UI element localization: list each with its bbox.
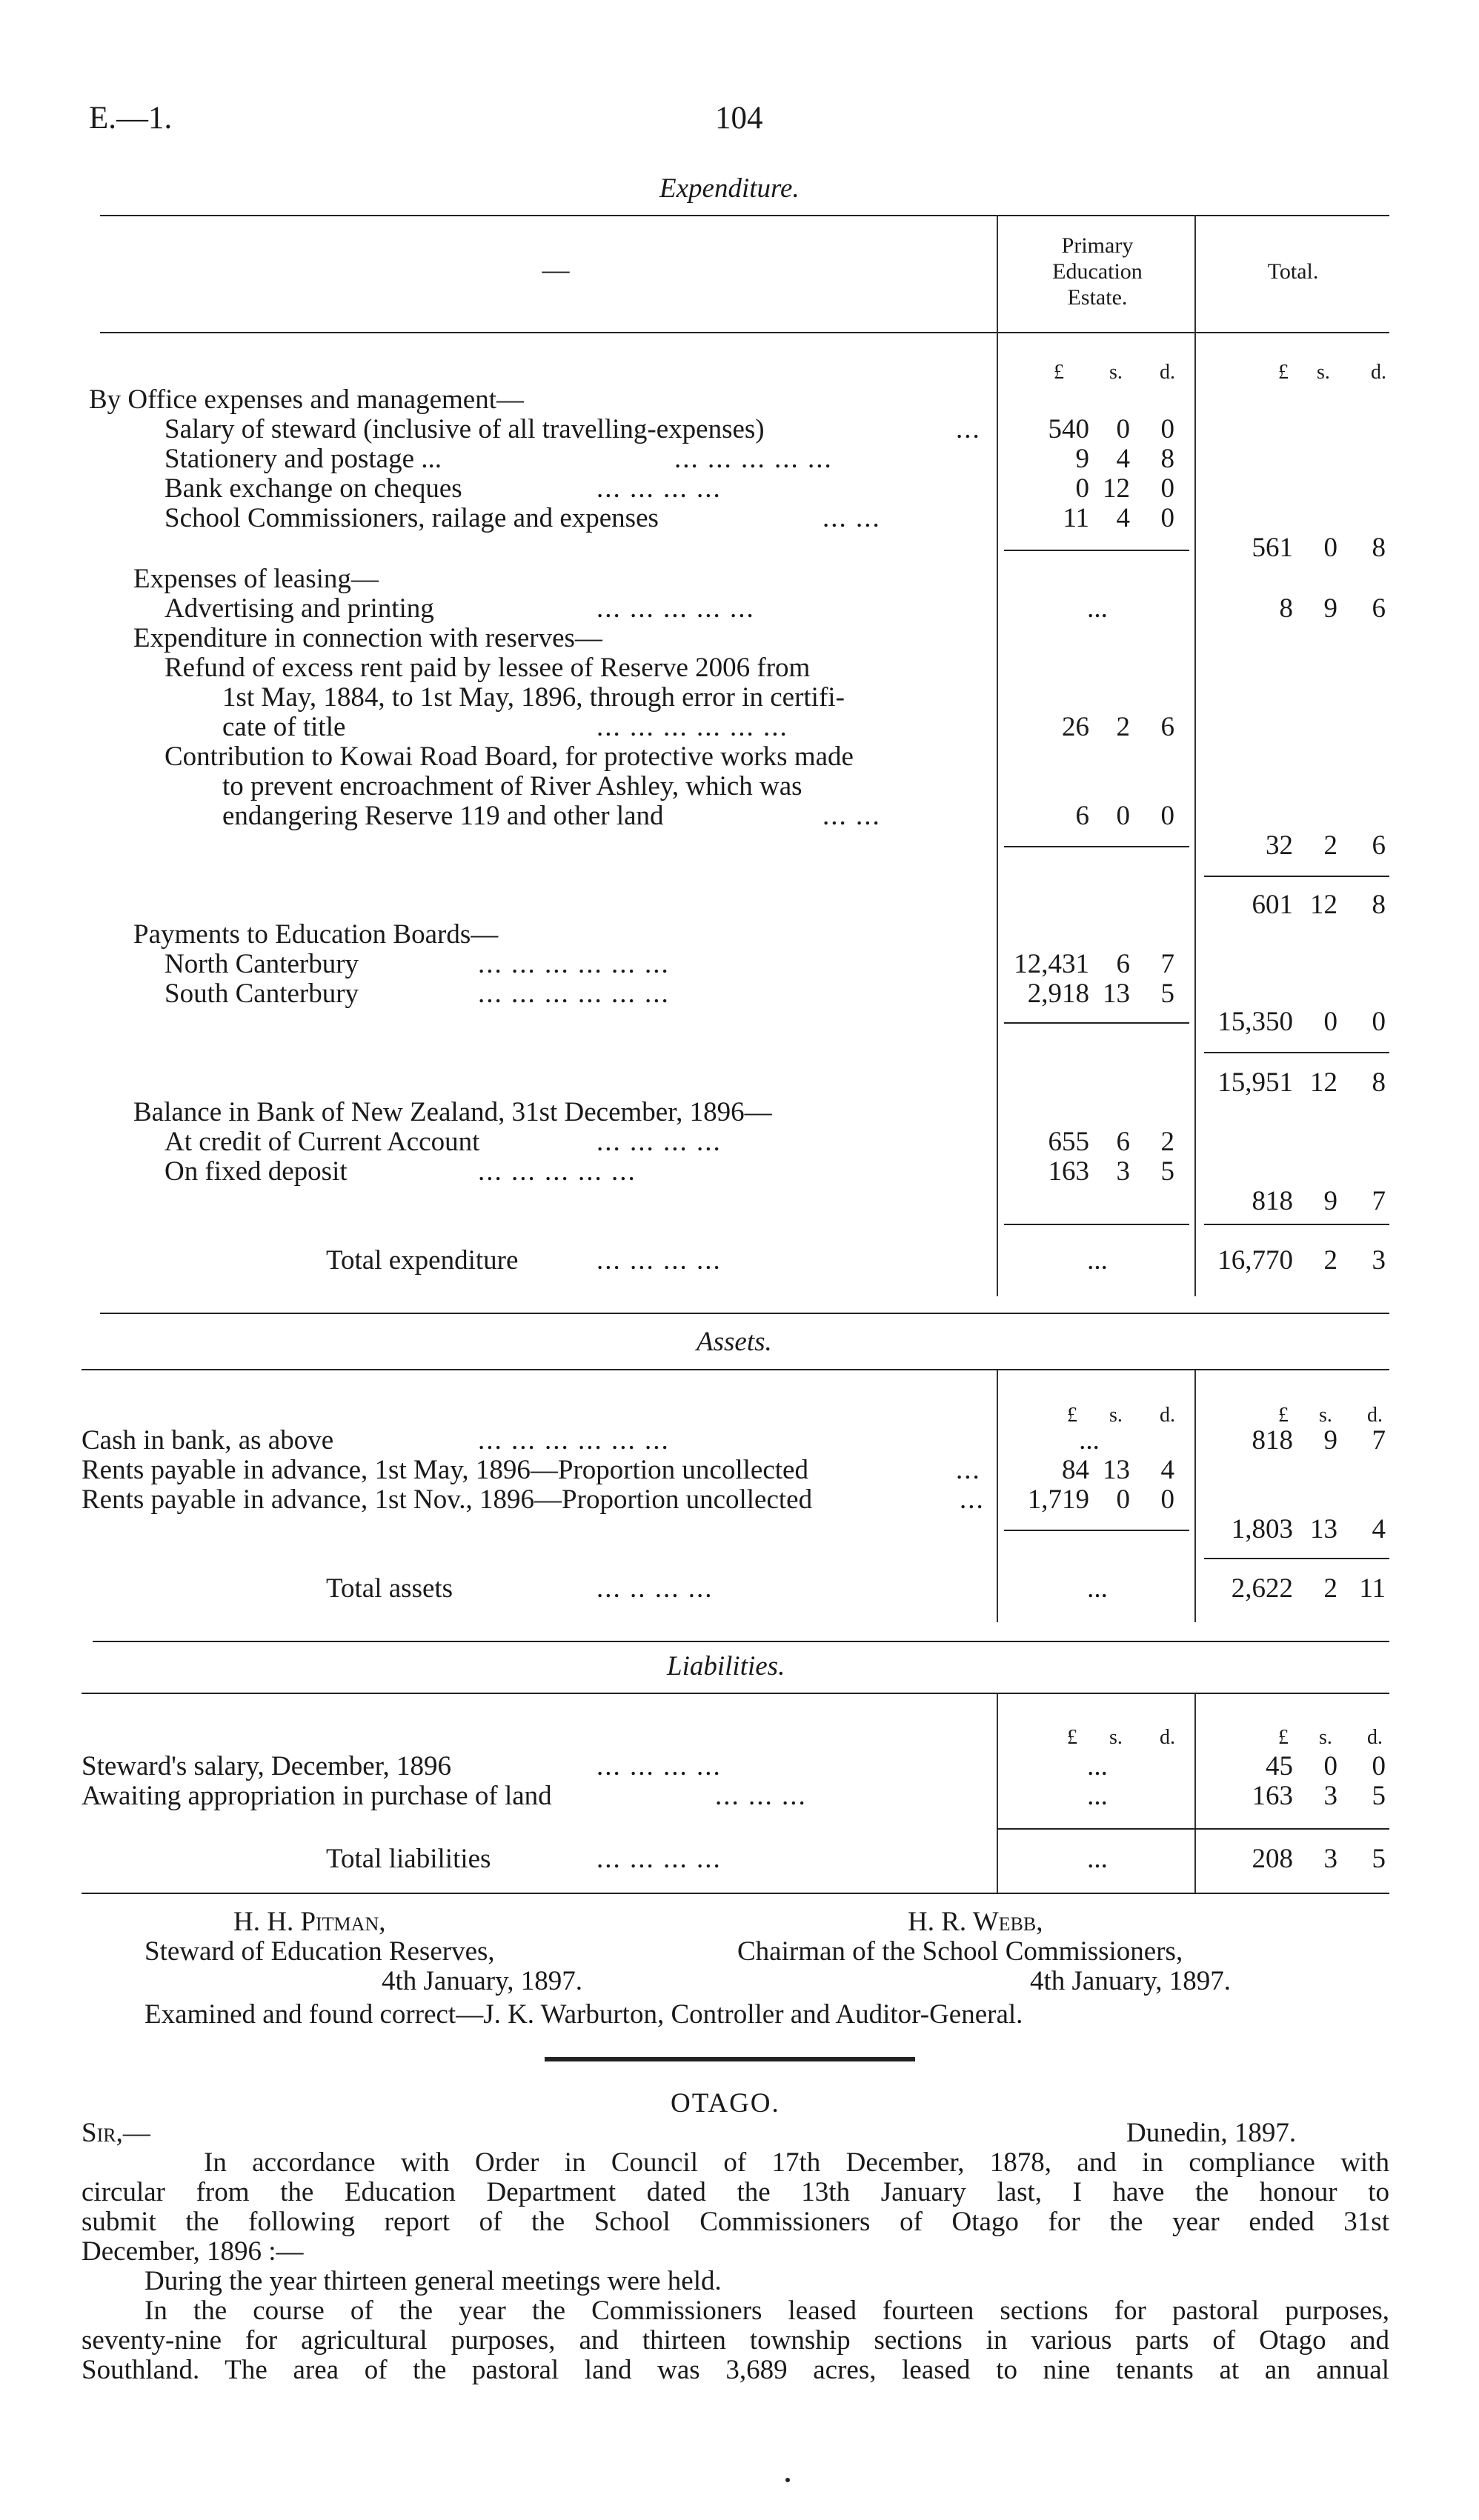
total-pence: 8 [1372, 533, 1386, 563]
primary-pence: 0 [1160, 801, 1174, 831]
total-shillings: 3 [1323, 1844, 1337, 1874]
unit-pound-primary: £ [1067, 1726, 1077, 1749]
total-pence: 4 [1372, 1514, 1386, 1544]
total-shillings: 2 [1323, 1245, 1337, 1276]
primary-nil: ... [1079, 1425, 1100, 1456]
unit-s-total: s. [1317, 361, 1330, 384]
paragraph-line: submit the following report of the School Commissioners of Otago for the year ended 31st [82, 2207, 1389, 2237]
primary-pounds: 1,719 [1027, 1484, 1089, 1515]
row-label: Awaiting appropriation in purchase of land [82, 1781, 552, 1811]
total-pounds: 15,350 [1217, 1007, 1293, 1037]
leader-dots: ... ... ... ... [596, 1245, 722, 1276]
total-pounds: 16,770 [1217, 1245, 1293, 1276]
total-shillings: 12 [1310, 1067, 1337, 1098]
leader-dots: ... .. ... ... [596, 1573, 714, 1604]
primary-shillings: 12 [1103, 473, 1130, 504]
primary-nil: ... [1087, 1573, 1108, 1604]
row-label: 1st May, 1884, to 1st May, 1896, through error in certifi- [222, 682, 845, 713]
leader-dots: ... ... ... ... ... ... [478, 1425, 670, 1456]
liabilities-title: Liabilities. [667, 1651, 785, 1681]
unit-d-total: d. [1367, 1726, 1383, 1749]
leader-dots: ... ... ... ... ... [596, 593, 755, 624]
row-label: Balance in Bank of New Zealand, 31st December, 1896— [133, 1097, 772, 1127]
primary-pence: 4 [1160, 1455, 1174, 1485]
primary-pence: 5 [1160, 979, 1174, 1009]
paragraph-line: Southland. The area of the pastoral land was 3,689 acres, leased to nine tenants at an annual [82, 2355, 1389, 2385]
leader-dots: ... [956, 1455, 981, 1485]
primary-pounds: 163 [1048, 1156, 1089, 1187]
row-label: Expenses of leasing— [133, 564, 379, 594]
primary-pence: 0 [1160, 1484, 1174, 1515]
row-label: Payments to Education Boards— [133, 919, 499, 950]
primary-shillings: 0 [1116, 801, 1130, 831]
place-date: Dunedin, 1897. [1126, 2118, 1297, 2148]
total-pence: 6 [1372, 593, 1386, 624]
leader-dots: ... ... ... [715, 1781, 807, 1811]
primary-pence: 7 [1160, 949, 1174, 979]
total-pounds: 1,803 [1231, 1514, 1293, 1544]
total-rule [1204, 876, 1389, 877]
leader-dots: ... ... [822, 801, 881, 831]
total-shillings: 0 [1323, 1007, 1337, 1037]
liab-col-divider-left [997, 1694, 998, 1894]
primary-shillings: 13 [1103, 1455, 1130, 1485]
row-label: South Canterbury [164, 979, 359, 1009]
primary-pounds: 84 [1062, 1455, 1089, 1485]
unit-d-primary: d. [1160, 1726, 1175, 1749]
row-label: Cash in bank, as above [82, 1425, 334, 1456]
total-pounds: 32 [1266, 830, 1293, 861]
subtotal-rule [1004, 550, 1189, 551]
primary-pounds: 26 [1062, 712, 1089, 742]
liabilities-top-rule [82, 1693, 1389, 1694]
unit-pound-total: £ [1278, 1726, 1289, 1749]
total-shillings: 9 [1323, 1186, 1337, 1216]
leader-dots: ... ... ... ... [596, 1844, 722, 1874]
total-shillings: 9 [1323, 1425, 1337, 1456]
primary-nil: ... [1087, 1844, 1108, 1874]
primary-pence: 8 [1160, 444, 1174, 474]
subtotal-rule [1004, 1530, 1189, 1531]
total-pence: 5 [1372, 1844, 1386, 1874]
total-shillings: 2 [1323, 1573, 1337, 1604]
primary-pounds: 12,431 [1014, 949, 1089, 979]
total-pence: 0 [1372, 1007, 1386, 1037]
row-label: Refund of excess rent paid by lessee of Reserve 2006 from [164, 653, 811, 683]
total-pence: 7 [1372, 1425, 1386, 1456]
row-label: Bank exchange on cheques [164, 473, 462, 504]
total-pounds: 561 [1252, 533, 1293, 563]
total-shillings: 0 [1323, 533, 1337, 563]
total-pence: 7 [1372, 1186, 1386, 1216]
primary-pounds: 9 [1075, 444, 1089, 474]
leader-dots: ... ... ... ... [596, 1127, 722, 1157]
row-label: Steward's salary, December, 1896 [82, 1751, 452, 1781]
leader-dots: ... [960, 1484, 985, 1515]
primary-pounds: 540 [1048, 414, 1089, 444]
primary-shillings: 4 [1116, 503, 1130, 533]
leader-dots: ... ... ... ... [596, 1751, 722, 1781]
total-pounds: 601 [1252, 890, 1293, 920]
total-shillings: 3 [1323, 1781, 1337, 1811]
total-shillings: 2 [1323, 830, 1337, 861]
primary-pence: 0 [1160, 473, 1174, 504]
row-label: cate of title [222, 712, 346, 742]
primary-pounds: 2,918 [1027, 979, 1089, 1009]
row-label: At credit of Current Account [164, 1127, 480, 1157]
assets-top-rule [82, 1369, 1389, 1370]
total-pounds: 15,951 [1217, 1067, 1293, 1098]
page-code: E.—1. [89, 101, 173, 136]
unit-d-total: d. [1367, 1404, 1383, 1427]
total-pounds: 8 [1279, 593, 1293, 624]
paragraph-line: During the year thirteen general meetings were held. [144, 2266, 722, 2296]
total-shillings: 0 [1323, 1751, 1337, 1781]
liabilities-section-rule [93, 1641, 1389, 1642]
col-header-primary-3: Estate. [1067, 285, 1128, 310]
signature-right-date: 4th January, 1897. [1030, 1966, 1231, 1996]
total-pounds: 45 [1266, 1751, 1293, 1781]
subtotal-rule [997, 1828, 1389, 1830]
examined-note: Examined and found correct—J. K. Warburton, Controller and Auditor-General. [144, 1999, 1023, 2030]
col-header-dash: — [542, 255, 570, 285]
paragraph-line: In the course of the year the Commissioners leased fourteen sections for pastoral purposes, [144, 2296, 1389, 2326]
leader-dots: ... ... ... ... ... [674, 444, 833, 474]
liab-col-divider-right [1194, 1694, 1196, 1894]
total-liabilities-label: Total liabilities [326, 1844, 491, 1874]
leader-dots: ... ... ... ... ... ... [478, 949, 670, 979]
row-label: endangering Reserve 119 and other land [222, 801, 664, 831]
paragraph-line: circular from the Education Department dated the 13th January last, I have the honour to [82, 2177, 1389, 2207]
primary-pence: 0 [1160, 503, 1174, 533]
unit-s-primary: s. [1109, 1726, 1123, 1749]
assets-col-divider-right [1194, 1370, 1196, 1622]
row-label: On fixed deposit [164, 1156, 348, 1187]
primary-pounds: 11 [1063, 503, 1089, 533]
unit-s-primary: s. [1109, 1404, 1123, 1427]
primary-pounds: 655 [1048, 1127, 1089, 1157]
table-top-rule [100, 215, 1389, 216]
primary-nil: ... [1087, 1245, 1108, 1276]
primary-nil: ... [1087, 1781, 1108, 1811]
unit-pound-total: £ [1278, 361, 1289, 384]
row-label: to prevent encroachment of River Ashley, which was [222, 771, 802, 801]
row-label: Rents payable in advance, 1st May, 1896—Proportion uncollected [82, 1455, 808, 1485]
primary-shillings: 6 [1116, 949, 1130, 979]
col-divider-left [997, 215, 998, 1296]
row-label: Stationery and postage ... [164, 444, 442, 474]
primary-shillings: 6 [1116, 1127, 1130, 1157]
total-pence: 6 [1372, 830, 1386, 861]
row-label: Rents payable in advance, 1st Nov., 1896—Proportion uncollected [82, 1484, 813, 1515]
signature-right-name: H. R. Webb, [908, 1907, 1043, 1937]
leader-dots: ... ... [822, 503, 881, 533]
total-pounds: 208 [1252, 1844, 1293, 1874]
primary-shillings: 0 [1116, 414, 1130, 444]
row-label: By Office expenses and management— [89, 384, 525, 415]
paragraph-line: In accordance with Order in Council of 17th December, 1878, and in compliance with [204, 2147, 1389, 2178]
total-pence: 0 [1372, 1751, 1386, 1781]
leader-dots: ... ... ... ... ... [478, 1156, 637, 1187]
col-header-primary-1: Primary [1061, 233, 1134, 258]
leader-dots: ... ... ... ... [596, 473, 722, 504]
row-label: School Commissioners, railage and expenses [164, 503, 659, 533]
page-number: 104 [715, 101, 763, 136]
signature-left-title: Steward of Education Reserves, [144, 1936, 495, 1967]
header-bottom-rule [100, 332, 1389, 333]
primary-shillings: 13 [1103, 979, 1130, 1009]
total-pounds: 818 [1252, 1186, 1293, 1216]
primary-nil: ... [1087, 593, 1108, 624]
col-divider-right [1194, 215, 1196, 1296]
primary-shillings: 0 [1116, 1484, 1130, 1515]
row-label: Expenditure in connection with reserves— [133, 623, 602, 653]
total-shillings: 9 [1323, 593, 1337, 624]
primary-shillings: 4 [1116, 444, 1130, 474]
primary-shillings: 2 [1116, 712, 1130, 742]
primary-pounds: 6 [1075, 801, 1089, 831]
unit-s-total: s. [1319, 1726, 1332, 1749]
assets-col-divider-left [997, 1370, 998, 1622]
paragraph-line: seventy-nine for agricultural purposes, and thirteen township sections in various parts of Otago and [82, 2325, 1389, 2356]
row-label: Advertising and printing [164, 593, 434, 624]
unit-pound-primary: £ [1067, 1404, 1077, 1427]
unit-pound-total: £ [1278, 1404, 1289, 1427]
total-rule [1204, 1558, 1389, 1559]
leader-dots: ... ... ... ... ... ... [596, 712, 788, 742]
col-header-primary-2: Education [1052, 259, 1143, 284]
signature-right-title: Chairman of the School Commissioners, [737, 1936, 1183, 1967]
total-pounds: 2,622 [1231, 1573, 1293, 1604]
total-pence: 3 [1372, 1245, 1386, 1276]
primary-pence: 6 [1160, 712, 1174, 742]
unit-s-total: s. [1319, 1404, 1332, 1427]
total-pence: 8 [1372, 890, 1386, 920]
total-expenditure-label: Total expenditure [326, 1245, 519, 1276]
total-pounds: 163 [1252, 1781, 1293, 1811]
total-shillings: 13 [1310, 1514, 1337, 1544]
total-rule [1204, 1052, 1389, 1053]
signature-left-name: H. H. Pitman, [233, 1907, 386, 1937]
unit-pound-primary: £ [1054, 361, 1064, 384]
signature-left-date: 4th January, 1897. [382, 1966, 582, 1996]
row-label: Contribution to Kowai Road Board, for protective works made [164, 741, 854, 772]
leader-dots: ... [956, 414, 981, 444]
table-bottom-rule [100, 1313, 1389, 1314]
section-divider-bar [545, 2057, 915, 2061]
footer-dot [785, 2478, 790, 2482]
unit-d-total: d. [1371, 361, 1386, 384]
primary-pence: 0 [1160, 414, 1174, 444]
leader-dots: ... ... ... ... ... ... [478, 979, 670, 1009]
unit-d-primary: d. [1160, 361, 1175, 384]
assets-title: Assets. [697, 1327, 772, 1357]
primary-pence: 2 [1160, 1127, 1174, 1157]
liabilities-bottom-rule [82, 1893, 1389, 1894]
subtotal-rule [1004, 846, 1189, 847]
unit-d-primary: d. [1160, 1404, 1175, 1427]
total-assets-label: Total assets [326, 1573, 453, 1604]
paragraph-line: December, 1896 :— [82, 2236, 304, 2267]
expenditure-title: Expenditure. [659, 173, 800, 204]
row-label: Salary of steward (inclusive of all travelling-expenses) [164, 414, 765, 444]
col-header-total: Total. [1267, 259, 1319, 284]
subtotal-rule [1004, 1022, 1189, 1024]
otago-heading: OTAGO. [671, 2088, 780, 2119]
total-rule [1204, 1224, 1389, 1225]
total-pence: 11 [1359, 1573, 1386, 1604]
total-pounds: 818 [1252, 1425, 1293, 1456]
primary-pounds: 0 [1075, 473, 1089, 504]
primary-pence: 5 [1160, 1156, 1174, 1187]
total-shillings: 12 [1310, 890, 1337, 920]
salutation: Sir,— [82, 2118, 150, 2148]
total-pence: 8 [1372, 1067, 1386, 1098]
primary-shillings: 3 [1116, 1156, 1130, 1187]
row-label: North Canterbury [164, 949, 359, 979]
subtotal-rule [1004, 1224, 1189, 1225]
primary-nil: ... [1087, 1751, 1108, 1781]
total-pence: 5 [1372, 1781, 1386, 1811]
unit-s-primary: s. [1109, 361, 1123, 384]
